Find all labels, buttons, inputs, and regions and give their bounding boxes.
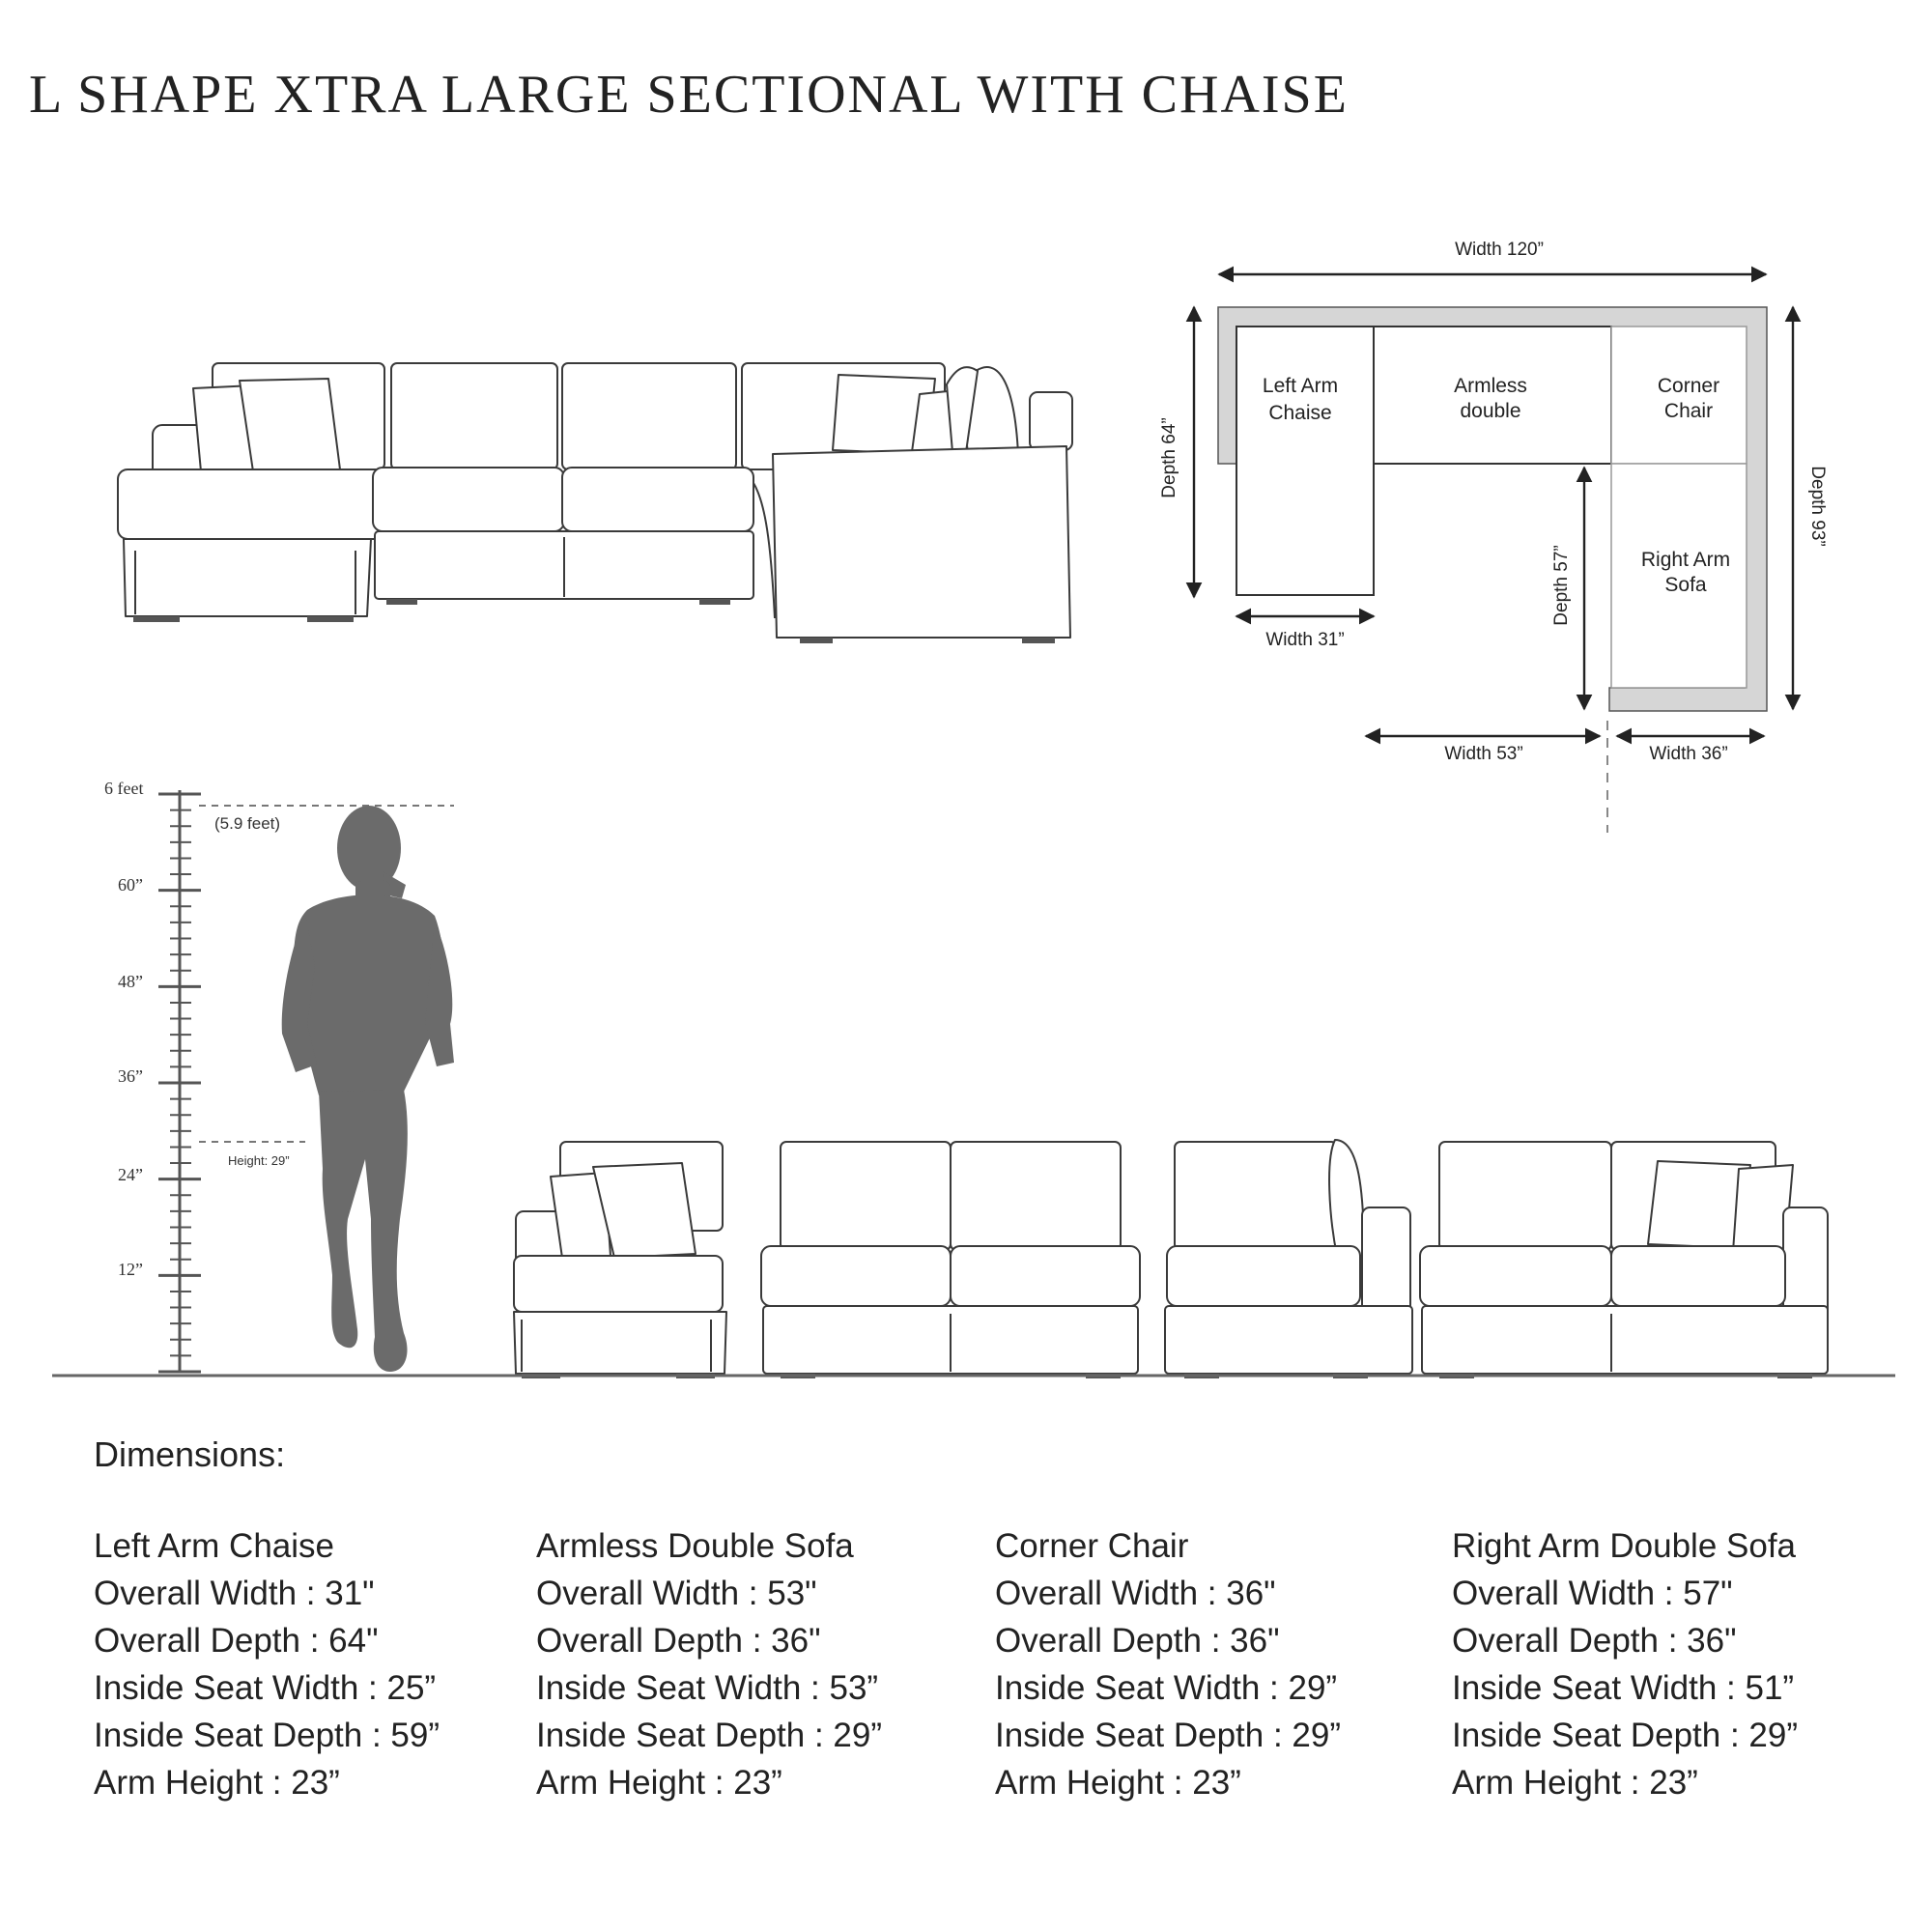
depth-inner-label: Depth 57”	[1551, 545, 1572, 626]
spec-line: Overall Width : 53"	[536, 1575, 817, 1612]
ruler-tick-label: 36”	[118, 1066, 143, 1086]
chaise-seat	[118, 469, 398, 539]
plan-label: Chair	[1663, 400, 1714, 422]
foot	[800, 638, 833, 643]
spec-column-name: Corner Chair	[995, 1527, 1189, 1565]
piece-left-arm-chaise	[514, 1142, 726, 1378]
foot	[307, 616, 354, 622]
depth-right-label: Depth 93”	[1807, 466, 1828, 547]
spec-column	[1452, 1527, 1798, 1802]
spec-line: Overall Depth : 36"	[536, 1622, 821, 1660]
piece-corner-chair	[1165, 1140, 1412, 1378]
spec-line: Inside Seat Width : 53”	[536, 1669, 879, 1707]
ruler-tick-label: 60”	[118, 875, 143, 895]
ruler-tick-label: 12”	[118, 1260, 143, 1279]
back-cushion	[391, 363, 557, 469]
plan-left-arm-chaise	[1236, 327, 1374, 595]
plan-label: Corner	[1657, 375, 1720, 397]
seat-cushion	[562, 468, 753, 531]
spec-column	[94, 1527, 440, 1802]
right-arm-back	[1030, 392, 1072, 450]
foot	[133, 616, 180, 622]
spec-line: Arm Height : 23”	[995, 1764, 1241, 1802]
spec-column	[536, 1527, 882, 1802]
plan-label: double	[1460, 400, 1521, 422]
depth-left-label: Depth 64”	[1159, 417, 1179, 498]
seat-cushion	[373, 468, 564, 531]
width-total-label: Width 120”	[1455, 240, 1544, 260]
plan-label: Right Arm	[1640, 549, 1731, 571]
spec-line: Inside Seat Depth : 29”	[1452, 1717, 1798, 1754]
plan-label: Armless	[1454, 375, 1527, 397]
person-height-label: (5.9 feet)	[214, 814, 281, 833]
pillow	[240, 379, 340, 471]
page-title: L SHAPE XTRA LARGE SECTIONAL WITH CHAISE	[29, 65, 1349, 125]
ruler-top-label: 6 feet	[104, 779, 144, 798]
person-silhouette-icon	[282, 806, 454, 1372]
back-cushion	[562, 363, 736, 469]
plan-label: Chaise	[1268, 402, 1332, 424]
spec-line: Overall Width : 31"	[94, 1575, 375, 1612]
spec-line: Arm Height : 23”	[536, 1764, 782, 1802]
spec-line: Arm Height : 23”	[1452, 1764, 1698, 1802]
foot	[699, 599, 730, 605]
width-chaise-label: Width 31”	[1265, 630, 1345, 650]
spec-line: Overall Depth : 36"	[1452, 1622, 1737, 1660]
spec-column-name: Armless Double Sofa	[536, 1527, 854, 1565]
ruler-tick-label: 48”	[118, 972, 143, 991]
foot	[1022, 638, 1055, 643]
piece-armless-double	[761, 1142, 1140, 1378]
spec-column-name: Left Arm Chaise	[94, 1527, 334, 1565]
ruler-tick-label: 24”	[118, 1165, 143, 1184]
spec-line: Overall Width : 36"	[995, 1575, 1276, 1612]
spec-line: Arm Height : 23”	[94, 1764, 340, 1802]
spec-column-name: Right Arm Double Sofa	[1452, 1527, 1797, 1565]
width-corner-label: Width 36”	[1649, 744, 1728, 764]
spec-line: Overall Width : 57"	[1452, 1575, 1733, 1612]
spec-line: Overall Depth : 64"	[94, 1622, 379, 1660]
spec-line: Inside Seat Depth : 29”	[536, 1717, 882, 1754]
piece-right-arm-double	[1420, 1142, 1828, 1378]
chaise-skirt	[124, 539, 371, 616]
spec-line: Inside Seat Depth : 59”	[94, 1717, 440, 1754]
right-arm-block	[773, 446, 1070, 638]
spec-line: Inside Seat Width : 51”	[1452, 1669, 1795, 1707]
spec-column	[995, 1527, 1341, 1802]
plan-label: Sofa	[1664, 574, 1707, 596]
dimensions-heading: Dimensions:	[94, 1434, 286, 1474]
spec-line: Inside Seat Depth : 29”	[995, 1717, 1341, 1754]
sectional-floor-plan	[1159, 240, 1828, 833]
spec-line: Overall Depth : 36"	[995, 1622, 1280, 1660]
sectional-front-view	[118, 363, 1072, 643]
spec-line: Inside Seat Width : 29”	[995, 1669, 1338, 1707]
plan-label: Left Arm	[1262, 375, 1339, 397]
seat-height-label: Height: 29”	[228, 1153, 290, 1168]
spec-line: Inside Seat Width : 25”	[94, 1669, 437, 1707]
width-double-label: Width 53”	[1444, 744, 1523, 764]
foot	[386, 599, 417, 605]
